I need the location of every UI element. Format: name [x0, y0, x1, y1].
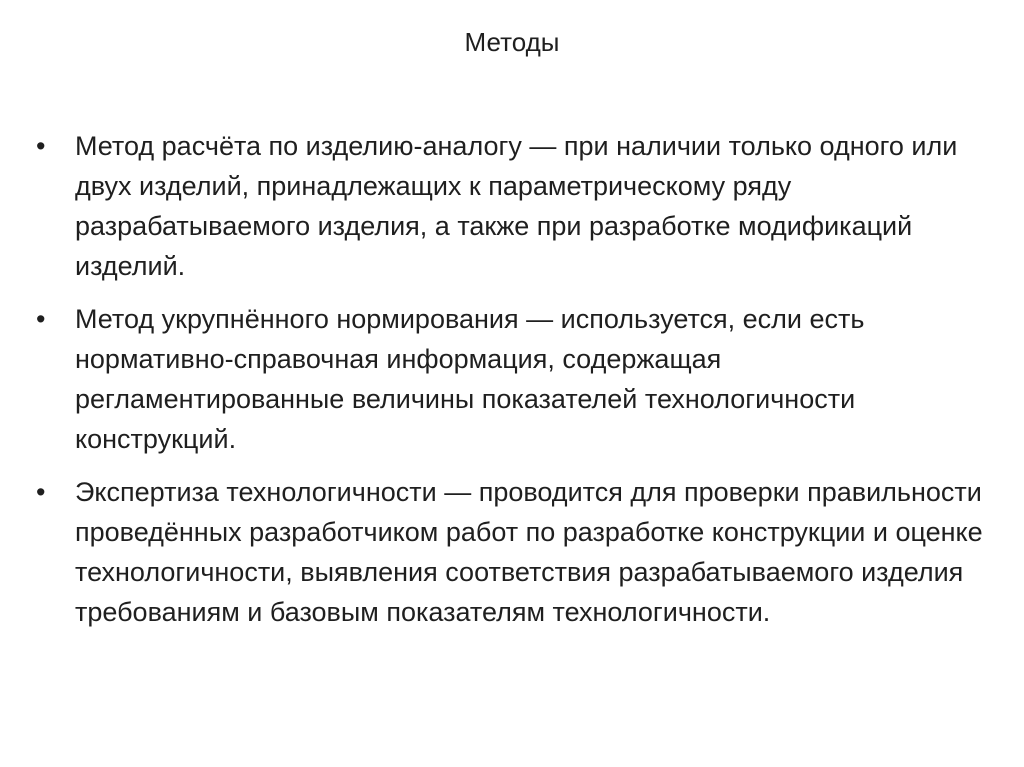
bullet-text: Метод укрупнённого нормирования — используется, если есть нормативно-справочная информация, содержащая регламентированные величины показателей технологичности конструкций.: [75, 304, 865, 454]
bullet-list: [36, 126, 991, 645]
bullet-text: Экспертиза технологичности — проводится для проверки правильности проведённых разработчиком работ по разработке конструкции и оценке технологичности, выявления соответствия разрабатываемого изделия требованиям и базовым показателям технологичности.: [75, 477, 983, 627]
bullet-item-expertise: [36, 472, 991, 632]
bullet-item-analog-method: [36, 126, 991, 286]
bullet-text: Метод расчёта по изделию-аналогу — при наличии только одного или двух изделий, принадлежащих к параметрическому ряду разрабатываемого изделия, а также при разработке модификаций изделий.: [75, 131, 958, 281]
bullet-marker: •: [36, 131, 46, 161]
bullet-item-aggregated-norm-method: [36, 299, 991, 459]
slide-title: Методы: [464, 27, 560, 57]
bullet-marker: •: [36, 304, 46, 334]
bullet-marker: •: [36, 477, 46, 507]
